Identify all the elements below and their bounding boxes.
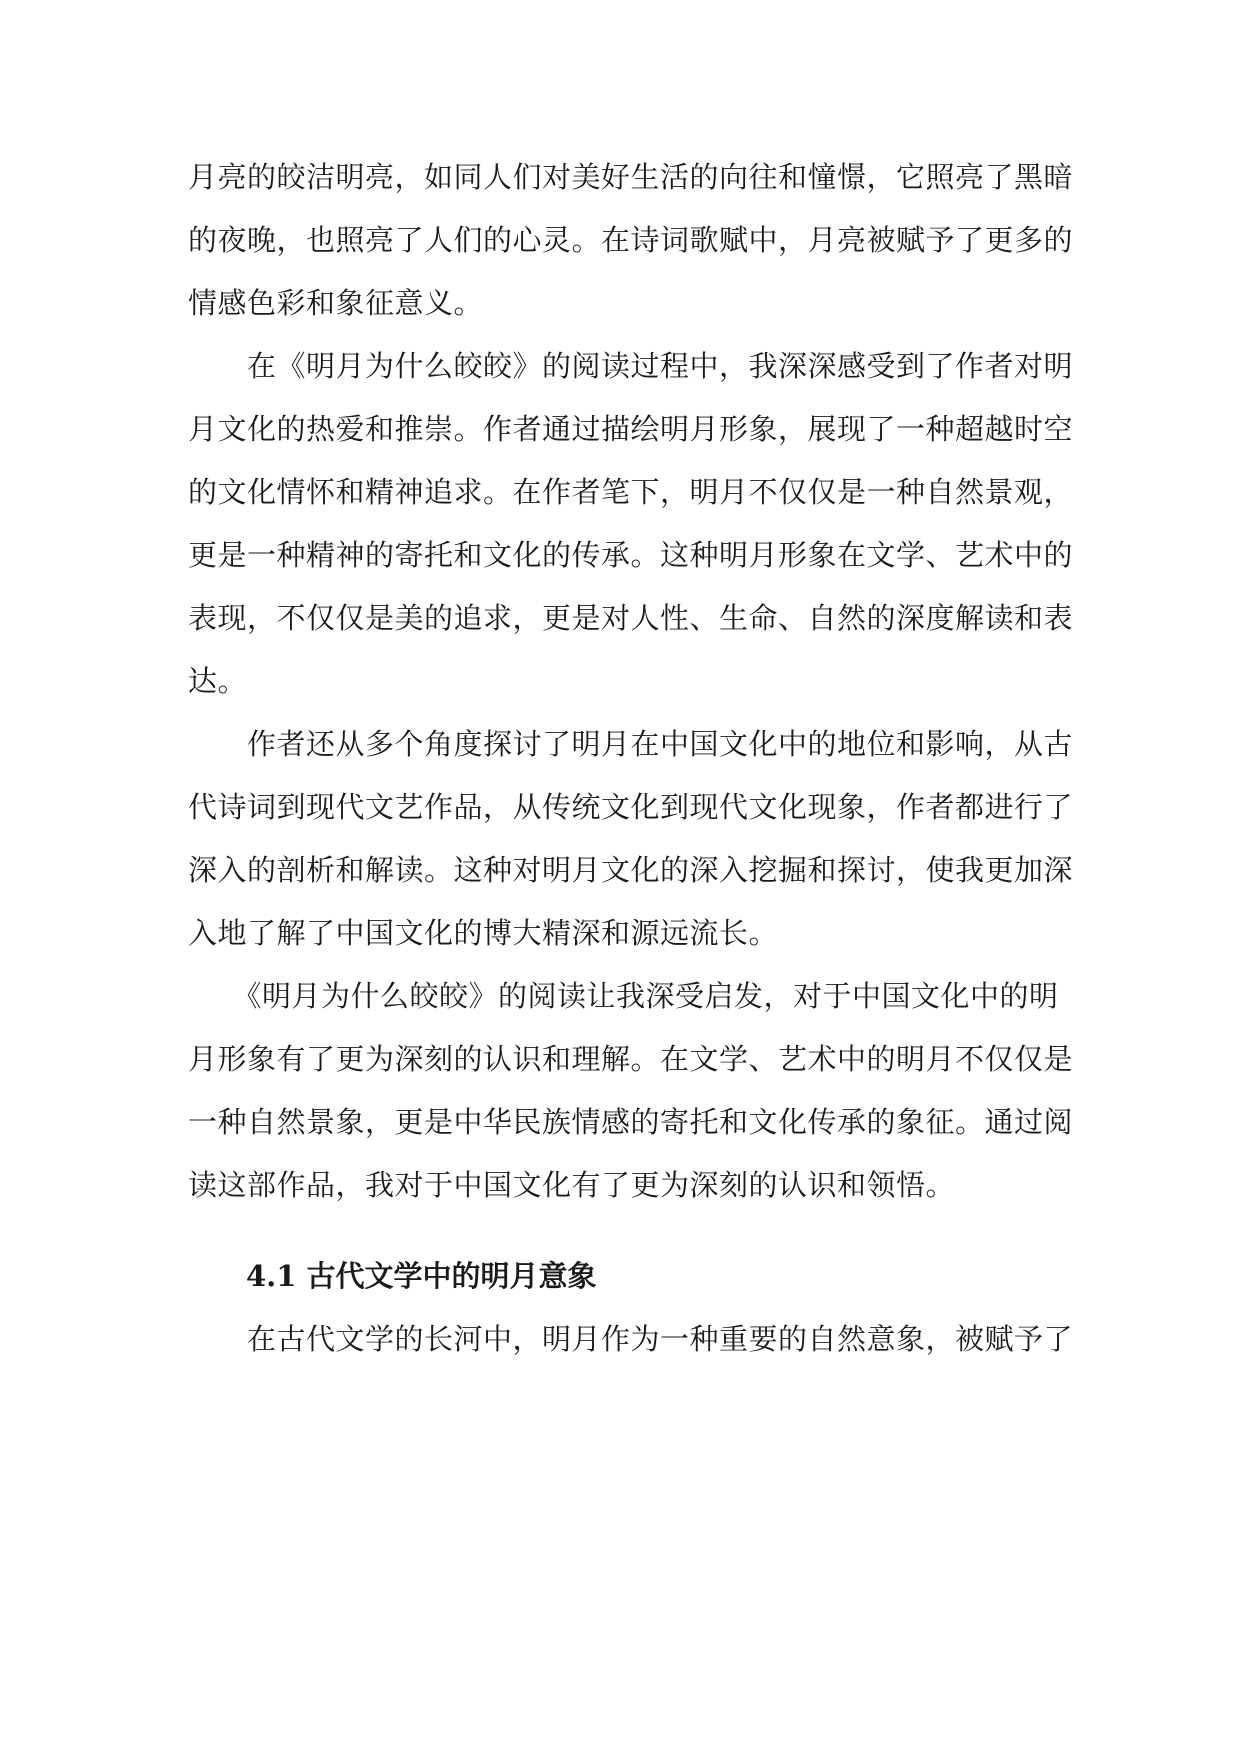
- paragraph-3: [188, 713, 1074, 965]
- text-line: 更是一种精神的寄托和文化的传承。这种明月形象在文学、艺术中的: [188, 538, 1074, 572]
- paragraph-5: [188, 1308, 1074, 1371]
- text-line: 作者还从多个角度探讨了明月在中国文化中的地位和影响，从古: [188, 727, 1074, 761]
- text-line: 月亮的皎洁明亮，如同人们对美好生活的向往和憧憬，它照亮了黑暗: [188, 160, 1074, 194]
- text-line: 达。: [188, 664, 248, 698]
- text-line: 在《明月为什么皎皎》的阅读过程中，我深深感受到了作者对明: [188, 349, 1074, 383]
- text-line: 代诗词到现代文艺作品，从传统文化到现代文化现象，作者都进行了: [188, 790, 1074, 824]
- text-line: 深入的剖析和解读。这种对明月文化的深入挖掘和探讨，使我更加深: [188, 853, 1074, 887]
- paragraph-2: [188, 335, 1074, 713]
- text-line: 入地了解了中国文化的博大精深和源远流长。: [188, 916, 779, 950]
- paragraph-1: [188, 146, 1074, 335]
- text-line: 在古代文学的长河中，明月作为一种重要的自然意象，被赋予了: [188, 1322, 1074, 1356]
- text-line: 月文化的热爱和推崇。作者通过描绘明月形象，展现了一种超越时空: [188, 412, 1074, 446]
- paragraph-4: [188, 965, 1074, 1217]
- text-line: 读这部作品，我对于中国文化有了更为深刻的认识和领悟。: [188, 1168, 956, 1202]
- text-line: 表现，不仅仅是美的追求，更是对人性、生命、自然的深度解读和表: [188, 601, 1074, 635]
- text-line: 的文化情怀和精神追求。在作者笔下，明月不仅仅是一种自然景观，: [188, 475, 1074, 509]
- text-line: 《明月为什么皎皎》的阅读让我深受启发，对于中国文化中的明: [188, 979, 1059, 1013]
- section-heading: 4.1 古代文学中的明月意象: [246, 1259, 597, 1293]
- text-line: 情感色彩和象征意义。: [188, 286, 484, 320]
- text-line: 的夜晚，也照亮了人们的心灵。在诗词歌赋中，月亮被赋予了更多的: [188, 223, 1074, 257]
- page-body: [188, 146, 1074, 1371]
- text-line: 一种自然景象，更是中华民族情感的寄托和文化传承的象征。通过阅: [188, 1105, 1074, 1139]
- text-line: 月形象有了更为深刻的认识和理解。在文学、艺术中的明月不仅仅是: [188, 1042, 1074, 1076]
